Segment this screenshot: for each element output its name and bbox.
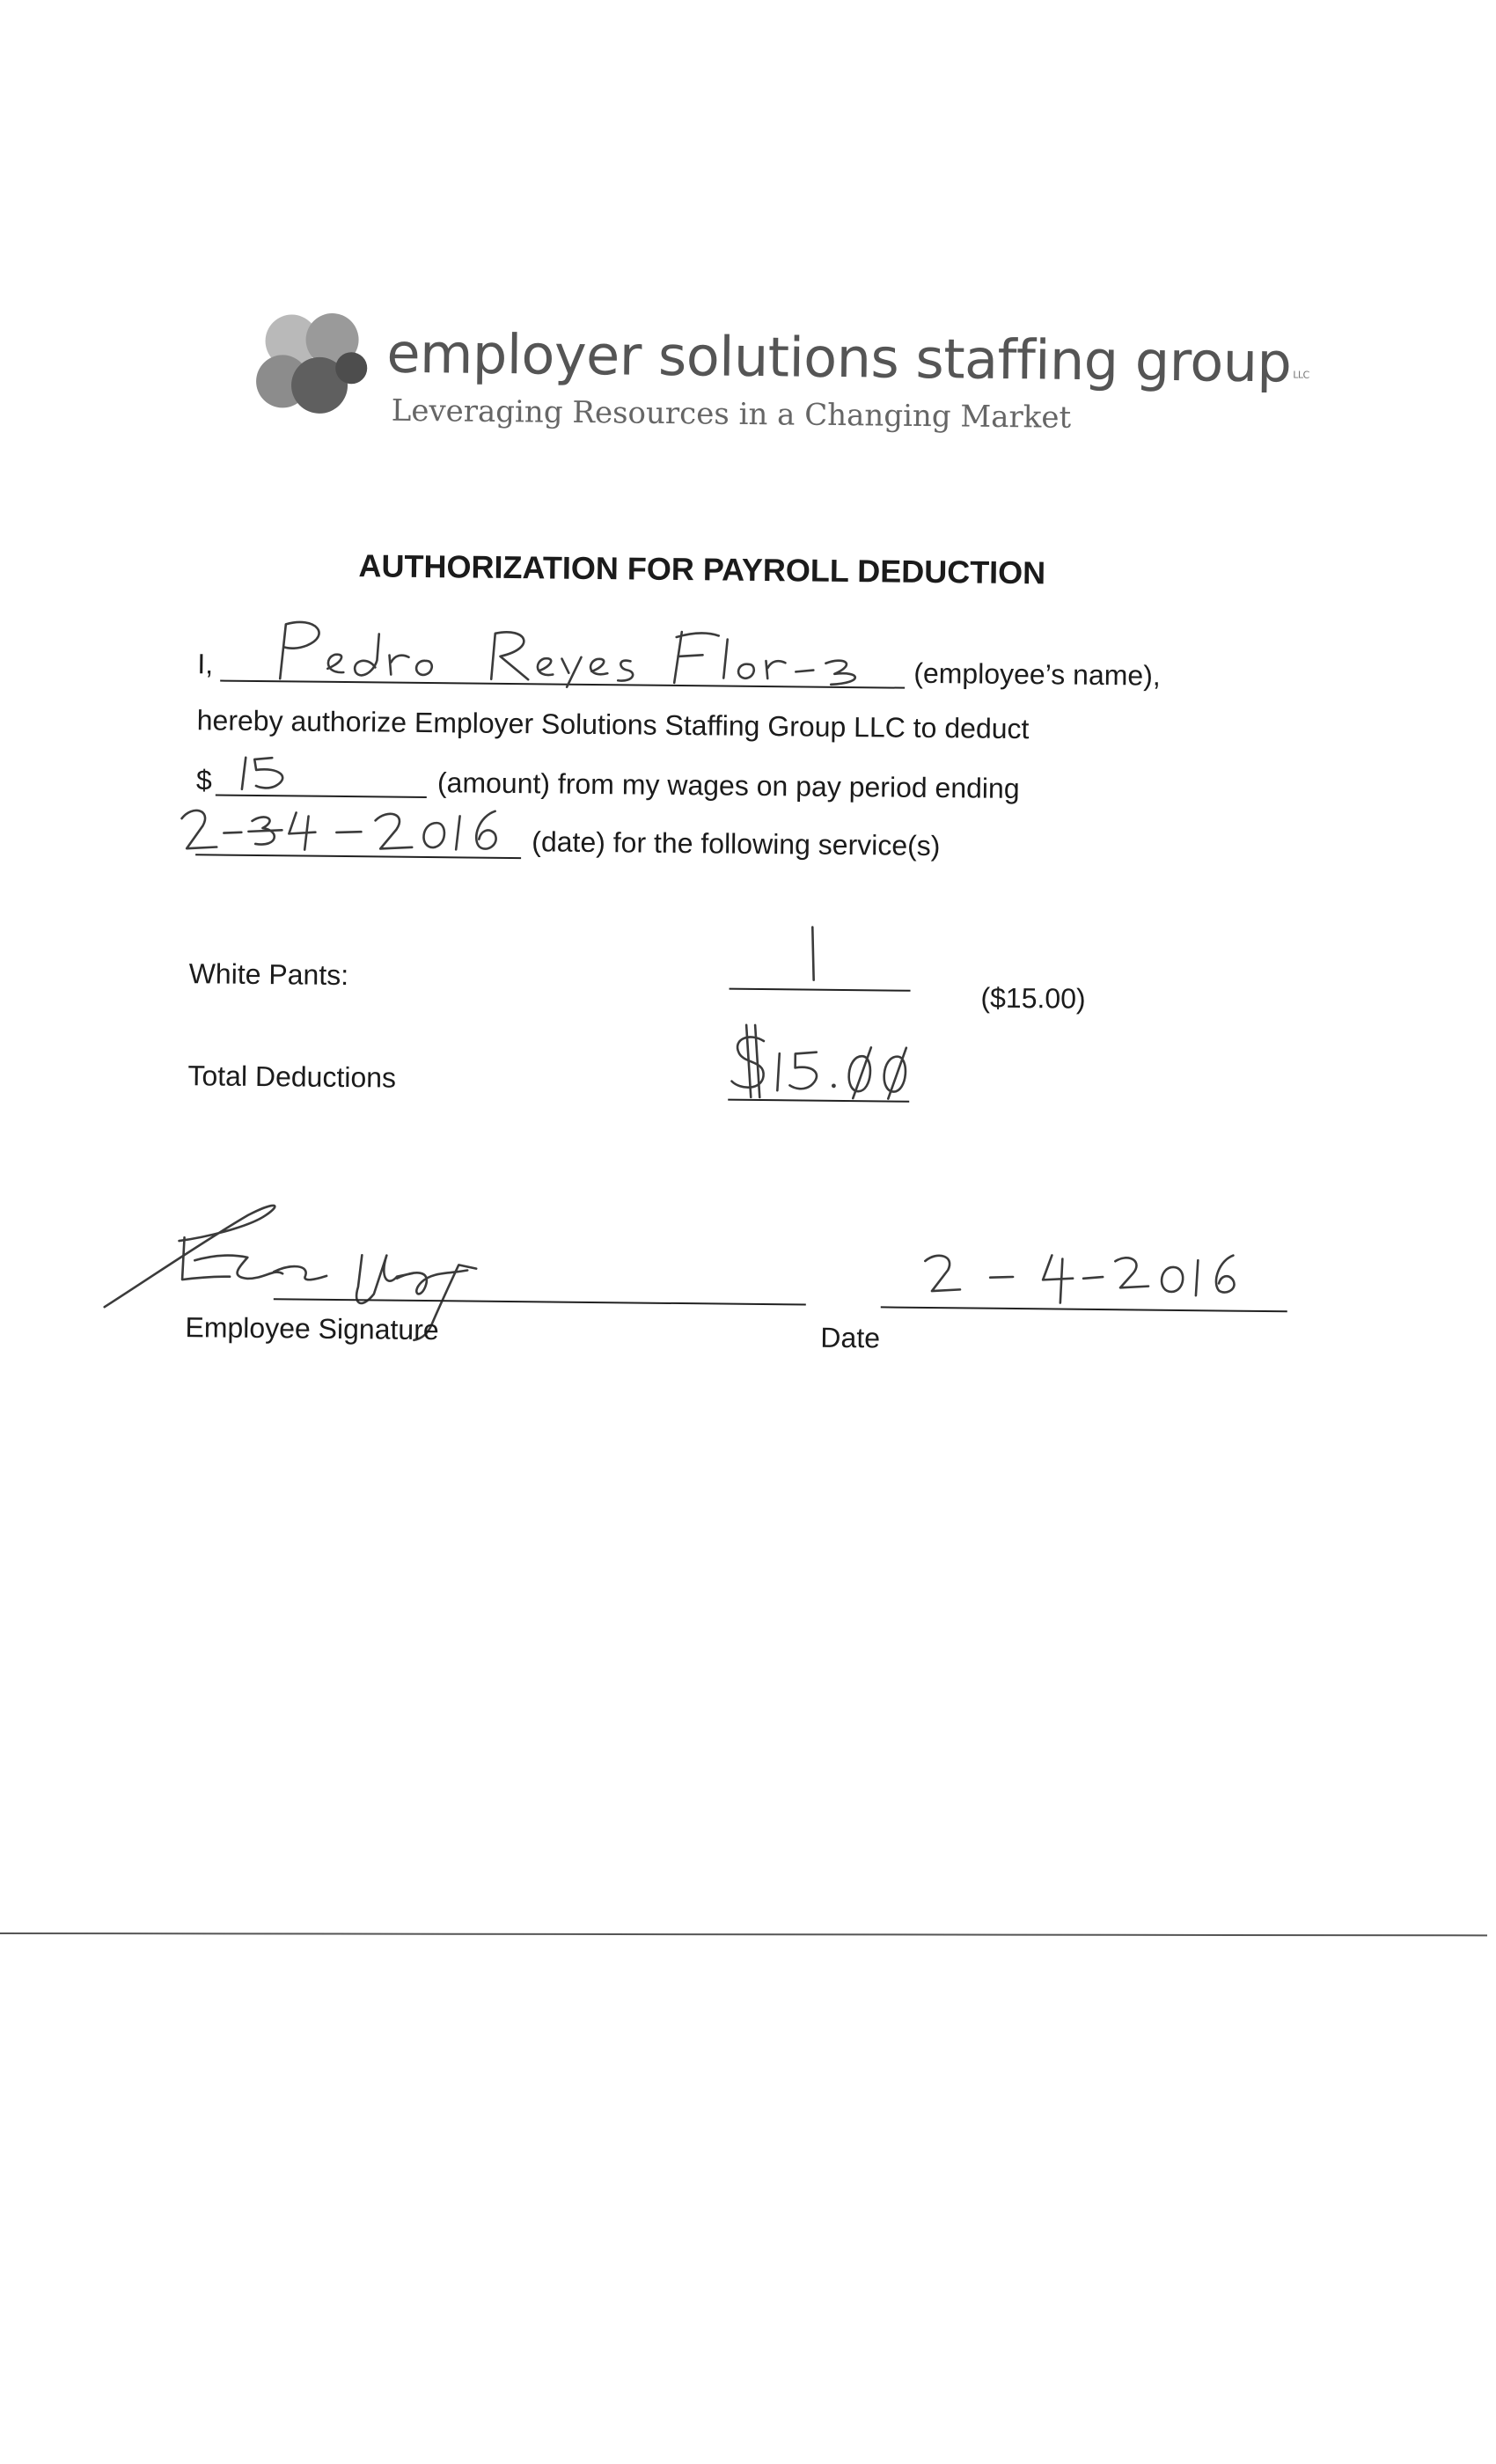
period-date-label: (date) for the following service(s) <box>532 825 941 862</box>
form-title: AUTHORIZATION FOR PAYROLL DEDUCTION <box>358 547 1046 591</box>
signature-date-handwriting <box>863 1239 1269 1314</box>
employee-name-label: (employee’s name), <box>913 656 1161 692</box>
date-label: Date <box>820 1321 881 1354</box>
logo-tagline: Leveraging Resources in a Changing Market <box>391 392 1072 436</box>
company-logo <box>245 304 1309 464</box>
dollar-sign: $ <box>195 764 212 796</box>
page-divider <box>0 1932 1487 1936</box>
line1-prefix: I, <box>197 648 214 680</box>
item-quantity-line <box>730 988 911 992</box>
item-label-white-pants: White Pants: <box>188 957 349 992</box>
total-deductions-label: Total Deductions <box>187 1060 397 1094</box>
item-price: ($15.00) <box>980 981 1086 1015</box>
employee-signature-label: Employee Signature <box>185 1311 439 1346</box>
amount-handwriting <box>226 749 359 800</box>
logo-llc-mark: LLC <box>1293 369 1309 381</box>
total-handwriting <box>724 1020 928 1104</box>
amount-label: (amount) from my wages on pay period ending <box>436 766 1020 805</box>
item-quantity-handwriting <box>788 921 841 987</box>
employee-name-handwriting <box>262 615 897 693</box>
logo-company-name: employer solutions staffing group$^{LLC}$ <box>386 320 1309 395</box>
authorization-text: hereby authorize Employer Solutions Staffing Group LLC to deduct <box>196 704 1030 745</box>
period-date-handwriting <box>172 792 525 864</box>
logo-petals-icon <box>245 304 378 437</box>
payroll-deduction-form <box>167 528 1232 1419</box>
